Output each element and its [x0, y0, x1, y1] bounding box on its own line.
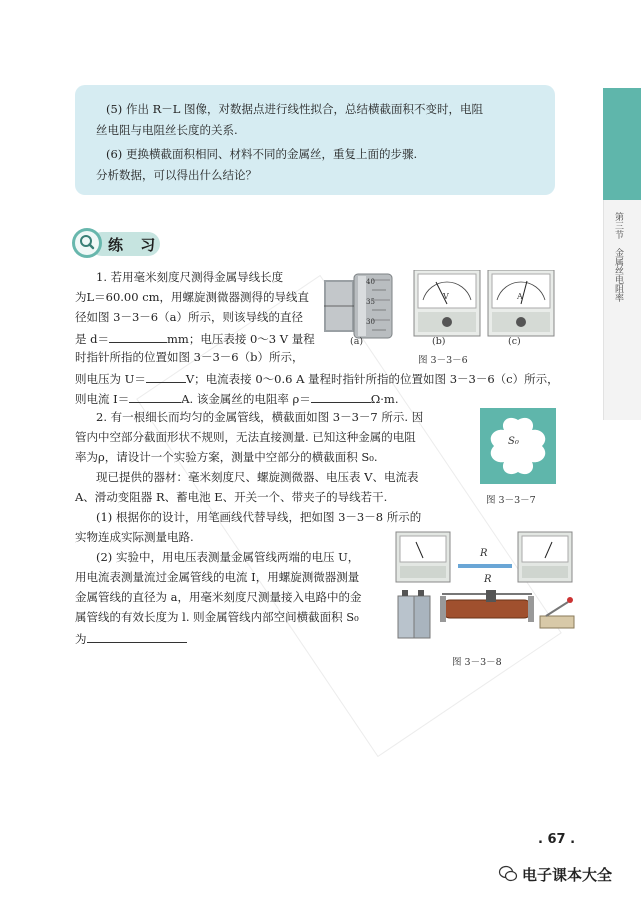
figure-3-3-7 — [478, 406, 558, 486]
task-line-6b: 分析数据，可以得出什么结论？ — [96, 168, 257, 182]
q1-line3: 径如图 3－3－6（a）所示，则该导线的直径 — [75, 310, 303, 324]
wechat-icon — [498, 864, 518, 884]
q1-i-label: 则电流 I＝ — [75, 392, 130, 406]
q2-line10: 金属管线的直径为 a，用毫米刻度尺测量接入电路中的金 — [75, 590, 362, 604]
page-number: . 67 . — [538, 832, 576, 847]
answer-blank-d[interactable] — [109, 328, 167, 343]
q1-line1: 1. 若用毫米刻度尺测得金属导线长度 — [96, 270, 284, 284]
q1-d-label: 是 d＝ — [75, 332, 110, 346]
q1-rho-label: A. 该金属丝的电阻率 ρ＝ — [181, 392, 311, 406]
footer-brand: 电子课本大全 — [522, 866, 613, 884]
task-line-6: (6) 更换横截面积相同、材料不同的金属丝，重复上面的步骤. — [106, 147, 418, 161]
ammeter-symbol: A — [517, 292, 523, 301]
q1-d-unit: mm；电压表接 0～3 V 量程 — [167, 332, 315, 346]
micrometer-image — [324, 274, 392, 338]
section-number: 第三节 — [613, 212, 623, 239]
q1-line5: 时指针所指的位置如图 3－3－6（b）所示， — [75, 350, 304, 364]
task-line-5b: 丝电阻与电阻丝长度的关系. — [96, 123, 238, 137]
fig336-label-c: (c) — [508, 336, 521, 347]
micrometer-tick-35: 35 — [366, 298, 375, 306]
fig337-s0-label: S₀ — [508, 436, 519, 447]
q1-u-rest: V；电流表接 0～0.6 A 量程时指针所指的位置如图 3－3－6（c）所示， — [185, 372, 559, 386]
q1-line4 — [75, 328, 315, 350]
answer-blank-s0[interactable] — [87, 628, 187, 643]
q1-line7 — [75, 388, 399, 410]
voltmeter-image — [414, 270, 480, 336]
q2-line4: 现已提供的器材：毫米刻度尺、螺旋测微器、电压表 V、电流表 — [96, 470, 419, 484]
figure-3-3-8 — [392, 530, 582, 648]
q2-line1: 2. 有一根细长而均匀的金属管线，横截面如图 3－3－7 所示. 因 — [96, 410, 424, 424]
micrometer-tick-30: 30 — [366, 318, 375, 326]
section-strip — [603, 200, 641, 420]
voltmeter-symbol: V — [443, 292, 449, 301]
q2-line2: 管内中空部分截面形状不规则，无法直接测量. 已知这种金属的电阻 — [75, 430, 416, 444]
apparatus-voltmeter — [396, 532, 450, 582]
magnifier-icon — [72, 228, 102, 258]
practice-heading: 练 习 — [108, 236, 162, 254]
q2-line9: 用电流表测量流过金属管线的电流 I，用螺旋测微器测量 — [75, 570, 360, 584]
apparatus-battery — [398, 590, 430, 638]
answer-blank-u[interactable] — [146, 368, 186, 383]
fig338-caption: 图 3－3－8 — [452, 657, 502, 668]
q2-line11: 属管线的有效长度为 l. 则金属管线内部空间横截面积 S₀ — [75, 610, 359, 624]
fig336-label-b: (b) — [432, 336, 446, 347]
fig336-label-a: (a) — [350, 336, 364, 347]
q2-line7: 实物连成实际测量电路. — [75, 530, 194, 544]
task-line-5: (5) 作出 R－L 图像，对数据点进行线性拟合，总结横截面积不变时，电阻 — [106, 102, 484, 116]
q2-answer-prefix: 为 — [75, 632, 87, 646]
answer-blank-i[interactable] — [129, 388, 181, 403]
micrometer-tick-40: 40 — [366, 278, 375, 286]
q1-line2: 为L＝60.00 cm，用螺旋测微器测得的导线直 — [75, 290, 310, 304]
section-title: 金属丝电阻率 — [613, 248, 623, 302]
q2-line8: (2) 实验中，用电压表测量金属管线两端的电压 U， — [96, 550, 360, 564]
fig336-caption: 图 3－3－6 — [418, 355, 468, 366]
ammeter-image — [488, 270, 554, 336]
q1-rho-unit: Ω·m. — [370, 392, 399, 406]
q2-line3: 率为ρ，请设计一个实验方案，测量中空部分的横截面积 S₀. — [75, 450, 378, 464]
fig338-r-label-top: R — [480, 548, 488, 559]
q1-u-label: 则电压为 U＝ — [75, 372, 146, 386]
apparatus-ammeter — [518, 532, 572, 582]
fig338-r-label-rheostat: R — [484, 574, 492, 585]
chapter-tab — [603, 88, 641, 200]
answer-blank-rho[interactable] — [311, 388, 371, 403]
q2-line5: A、滑动变阻器 R、蓄电池 E、开关一个、带夹子的导线若干. — [75, 490, 388, 504]
apparatus-rheostat — [440, 590, 534, 622]
q1-line6 — [75, 368, 559, 390]
fig337-caption: 图 3－3－7 — [486, 495, 536, 506]
q2-line6: (1) 根据你的设计，用笔画线代替导线，把如图 3－3－8 所示的 — [96, 510, 422, 524]
q2-line12 — [75, 628, 187, 650]
apparatus-switch — [540, 597, 574, 628]
